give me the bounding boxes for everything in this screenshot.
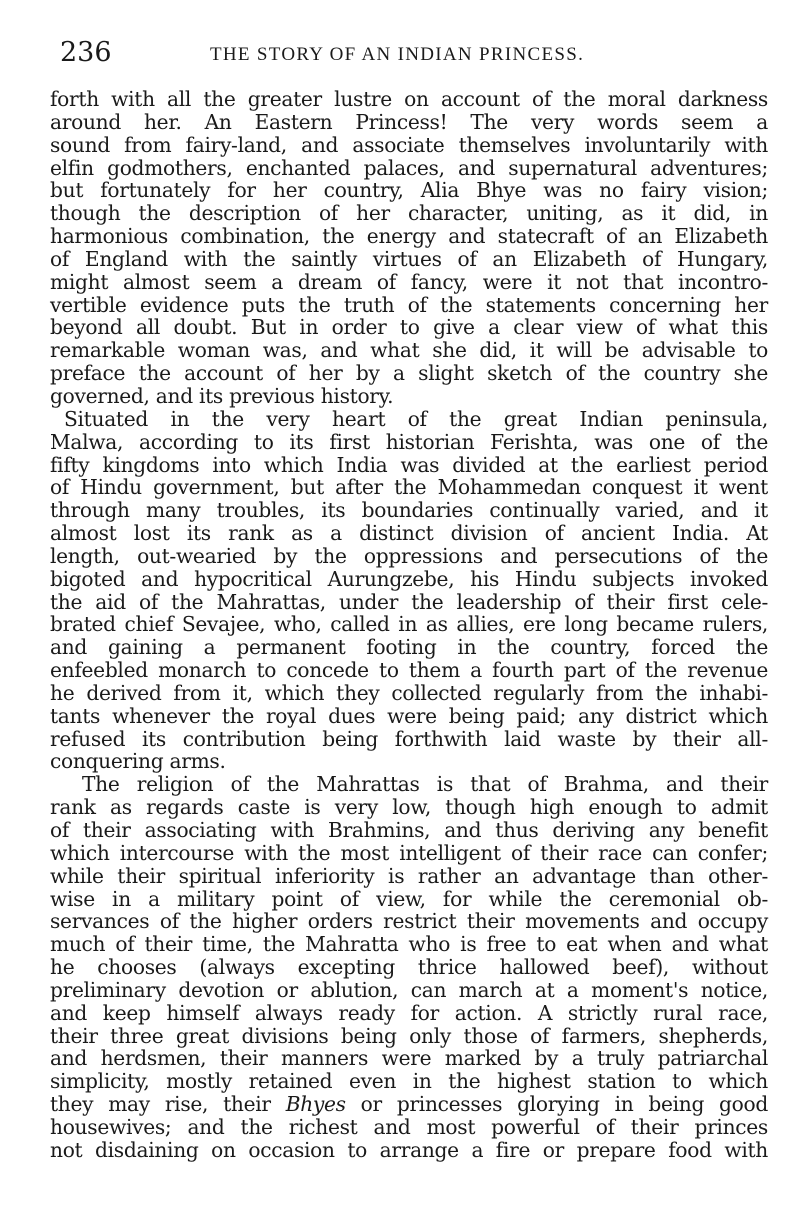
text-line: remarkable woman was, and what she did, it will be advisable to [50,338,768,363]
text-line: wise in a military point of view, for while the ceremonial ob- [50,886,768,911]
text-line: much of their time, the Mahratta who is free to eat when and what [50,932,768,957]
text-line: and herdsmen, their manners were marked by a truly patriarchal [50,1046,768,1071]
text-line: housewives; and the richest and most powerful of their princes [50,1114,768,1139]
text-line: and gaining a permanent footing in the country, forced the [50,635,768,660]
text-line: they may rise, their Bhyes or princesses glorying in being good [50,1092,768,1117]
text-line: harmonious combination, the energy and statecraft of an Elizabeth [50,224,768,249]
text-line: preface the account of her by a slight sketch of the country she [50,361,768,386]
running-head [60,36,780,72]
text-line: which intercourse with the most intelligent of their race can confer; [50,840,768,865]
text-line: Situated in the very heart of the great Indian peninsula, [64,406,768,431]
text-line: fifty kingdoms into which India was divided at the earliest period [50,452,768,477]
text-line: he chooses (always excepting thrice hallowed beef), without [50,955,768,980]
text-line: tants whenever the royal dues were being paid; any district which [50,703,768,728]
text-line: Malwa, according to its first historian Ferishta, was one of the [50,429,768,454]
text-line: preliminary devotion or ablution, can march at a moment's notice, [50,977,768,1002]
text-line: bigoted and hypocritical Aurungzebe, his Hindu subjects invoked [50,566,768,591]
body-text [50,88,768,1162]
text-line: elfin godmothers, enchanted palaces, and supernatural adventures; [50,155,768,180]
text-line: the aid of the Mahrattas, under the leadership of their first cele- [50,589,768,614]
text-line: around her. An Eastern Princess! The very words seem a [50,109,768,134]
text-line: vertible evidence puts the truth of the statements concerning her [50,292,768,317]
text-line: The religion of the Mahrattas is that of Brahma, and their [82,772,768,797]
text-line: enfeebled monarch to concede to them a fourth part of the revenue [50,658,768,683]
text-line: simplicity, mostly retained even in the highest station to which [50,1069,768,1094]
page-number: 236 [60,37,112,68]
text-line: while their spiritual inferiority is rather an advantage than other- [50,863,768,888]
text-line: of Hindu government, but after the Mohammedan conquest it went [50,475,768,500]
text-line: governed, and its previous history. [50,383,394,408]
text-line: refused its contribution being forthwith laid waste by their all- [50,726,768,751]
text-line: though the description of her character, uniting, as it did, in [50,201,768,226]
text-line: almost lost its rank as a distinct division of ancient India. At [50,521,768,546]
text-line: of their associating with Brahmins, and thus deriving any benefit [50,818,768,842]
text-line: and keep himself always ready for action. A strictly rural race, [50,1000,768,1025]
text-line: rank as regards caste is very low, though high enough to admit [50,795,768,820]
text-line: forth with all the greater lustre on account of the moral darkness [50,87,768,111]
text-line: sound from fairy-land, and associate themselves involuntarily with [50,132,768,157]
text-line: but fortunately for her country, Alia Bhye was no fairy vision; [50,178,768,203]
text-line: beyond all doubt. But in order to give a clear view of what this [50,315,768,340]
text-line: of England with the saintly virtues of an Elizabeth of Hungary, [50,246,768,271]
text-line: through many troubles, its boundaries continually varied, and it [50,498,768,523]
text-line: brated chief Sevajee, who, called in as allies, ere long became rulers, [50,612,768,637]
text-line: not disdaining on occasion to arrange a fire or prepare food with [50,1137,768,1162]
running-title: THE STORY OF AN INDIAN PRINCESS. [210,44,585,65]
text-line: their three great divisions being only those of farmers, shepherds, [50,1023,768,1048]
text-line: servances of the higher orders restrict their movements and occupy [50,909,768,934]
text-line: might almost seem a dream of fancy, were it not that incontro- [50,269,768,294]
text-line: conquering arms. [50,749,226,774]
text-line: length, out-wearied by the oppressions and persecutions of the [50,543,768,568]
text-line: he derived from it, which they collected regularly from the inhabi- [50,680,768,705]
